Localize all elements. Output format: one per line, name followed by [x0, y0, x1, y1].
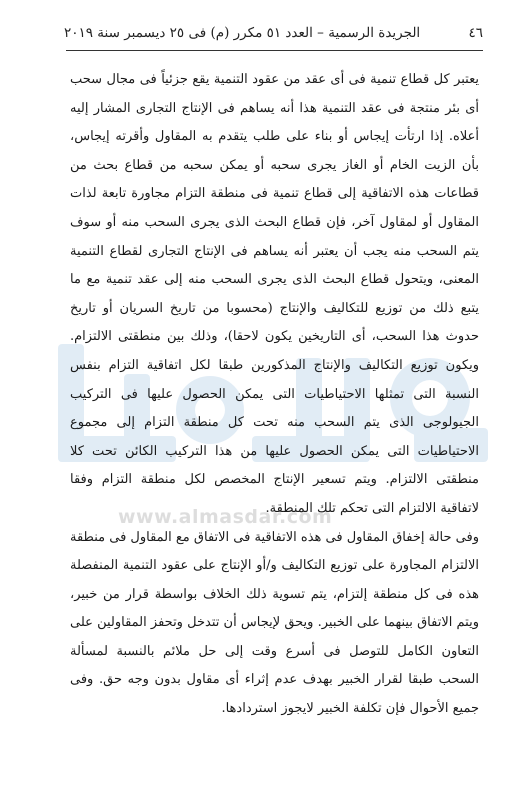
paragraph: يعتبر كل قطاع تنمية فى أى عقد من عقود التنمية يقع جزئياً فى مجال سحب أى بئر منتجة فى عقد التنمية هذا أنه يساهم فى الإنتاج التجارى المشار إليه أعلاه. إذا ارتأت إيجاس أو بناء على طلب يتقدم به المقاول وأقرته إيجاس، بأن الزيت الخام أو الغاز يجرى سحبه أو يمكن سحبه من قطاع بحث من قطاعات هذه الاتفاقية إلى قطاع تنمية فى منطقة التزام مجاورة تابعة لذات المقاول أو لمقاول آخر، فإن قطاع البحث الذى يجرى السحب منه أو سوف يتم السحب منه يجب أن يعتبر أنه يساهم فى الإنتاج التجارى لقطاع التنمية المعنى، ويتحول قطاع البحث الذى يجرى السحب منه إلى عقد تنمية مع ما يتبع ذلك من توزيع للتكاليف والإنتاج (محسوبا من تاريخ السريان أو تاريخ حدوث هذا السحب، أى التاريخين يكون لاحقا)، وذلك بين منطقتى الالتزام. ويكون توزيع التكاليف والإنتاج المذكورين طبقا لكل اتفاقية التزام بنفس النسبة التى تمثلها الاحتياطيات التى يمكن الحصول عليها فى التركيب الجيولوجى الذى يتم السحب منه تحت كل منطقة التزام إلى مجموع الاحتياطيات التى يمكن الحصول عليها من هذا التركيب الكائن تحت كلا منطقتى الالتزام. ويتم تسعير الإنتاج المخصص لكل منطقة التزام وفقا لاتفاقية الالتزام التى تحكم تلك المنطقة.	[70, 72, 479, 516]
paragraph: وفى حالة إخفاق المقاول فى هذه الاتفاقية فى الاتفاق مع المقاول فى منطقة الالتزام المجاورة على توزيع التكاليف و/أو الإنتاج على عقود التنمية المنفصلة هذه فى كل منطقة إلتزام، يتم تسوية ذلك الخلاف بواسطة قرار من خبير، ويتم الاتفاق بينهما على الخبير. ويحق لإيجاس أن تتدخل وتحفز المقاولين على التعاون الكامل للتوصل فى أسرع وقت إلى حل ملائم بالنسبة لمسألة السحب طبقا لقرار الخبير بهدف عدم إثراء أى مقاول بدون وجه حق. وفى جميع الأحوال فإن تكلفة الخبير لايجوز استردادها.	[70, 529, 479, 717]
watermark-logo-text: المصدر	[34, 318, 38, 319]
watermark-url: www.almasdar.com	[118, 506, 333, 528]
page-header	[64, 20, 483, 46]
header-divider	[66, 50, 483, 51]
page-number: ٤٦	[468, 25, 483, 41]
header-title: الجريدة الرسمية – العدد ٥١ مكرر (م) فى ٢٥ ديسمبر سنة ٢٠١٩	[64, 25, 421, 41]
document-body	[70, 66, 479, 724]
